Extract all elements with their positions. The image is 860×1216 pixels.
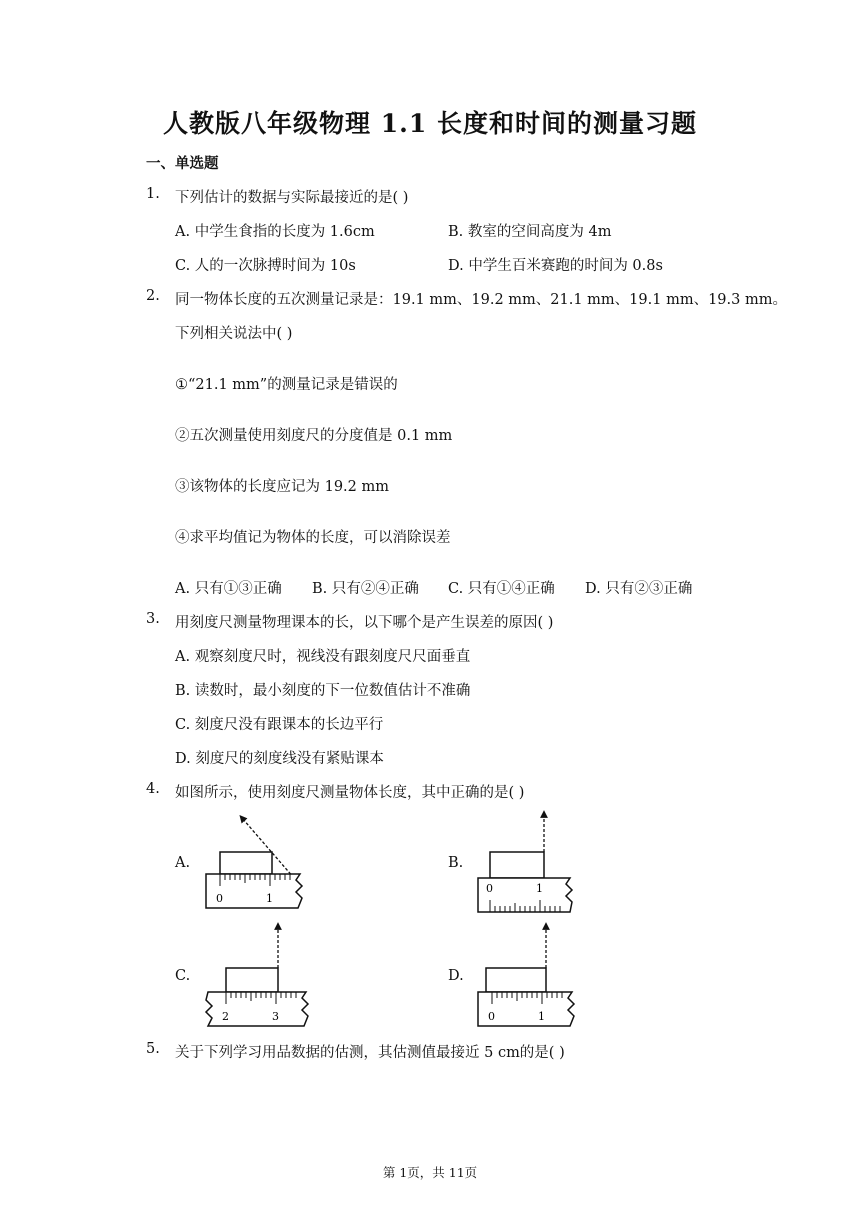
option-label: D. [585, 581, 601, 597]
question-4-number: 4. [146, 781, 160, 797]
option-text: 只有②④正确 [331, 581, 419, 597]
option-label: C. [448, 581, 464, 597]
tick-label: 0 [486, 882, 493, 895]
question-2-stem-continued: 下列相关说法中( ) [175, 326, 293, 342]
question-3-stem: 用刻度尺测量物理课本的长，以下哪个是产生误差的原因( ) [175, 615, 554, 631]
page-footer: 第 1页，共 11页 [382, 1165, 478, 1180]
q1-option-d [448, 254, 663, 275]
tick-label: 2 [222, 1010, 229, 1023]
section-heading: 一、单选题 [146, 155, 219, 172]
q2-option-d [585, 577, 692, 598]
option-label: A. [175, 649, 191, 665]
option-text: 人的一次脉搏时间为 10s [194, 258, 356, 274]
question-1-stem: 下列估计的数据与实际最接近的是( ) [175, 190, 409, 206]
option-label: A. [175, 581, 191, 597]
tick-label: 0 [488, 1010, 495, 1023]
tick-label: 1 [538, 1010, 545, 1023]
question-1-number: 1. [146, 186, 160, 202]
option-text: 教室的空间高度为 4m [467, 224, 612, 240]
option-label: B. [448, 224, 464, 240]
measured-object [486, 968, 546, 992]
option-text: 中学生百米赛跑的时间为 0.8s [468, 258, 663, 274]
tick-label: 1 [266, 892, 273, 905]
option-label: C. [175, 717, 191, 733]
q3-option-c [175, 713, 383, 734]
figure-d-ruler [470, 920, 590, 1028]
q2-statement-2: ②五次测量使用刻度尺的分度值是 0.1 mm [175, 428, 453, 444]
question-5-stem: 关于下列学习用品数据的估测，其估测值最接近 5 cm的是( ) [175, 1045, 565, 1061]
option-text: 刻度尺没有跟课本的长边平行 [194, 717, 384, 733]
page-title: 人教版八年级物理 1.1 长度和时间的测量习题 [163, 109, 697, 138]
figure-d-label: D. [448, 968, 464, 984]
q3-option-b [175, 679, 470, 700]
option-text: 读数时，最小刻度的下一位数值估计不准确 [194, 683, 471, 699]
q2-option-b [312, 577, 419, 598]
option-label: A. [175, 224, 191, 240]
option-text: 刻度尺的刻度线没有紧贴课本 [195, 751, 384, 767]
q3-option-d [175, 747, 384, 768]
question-2-number: 2. [146, 288, 160, 304]
figure-a-label: A. [175, 855, 191, 871]
q2-statement-3: ③该物体的长度应记为 19.2 mm [175, 479, 390, 495]
question-3-number: 3. [146, 611, 160, 627]
q2-option-a [175, 577, 282, 598]
option-text: 只有①③正确 [194, 581, 282, 597]
measured-object [490, 852, 544, 878]
figure-c-ruler [198, 920, 318, 1028]
option-text: 观察刻度尺时，视线没有跟刻度尺尺面垂直 [194, 649, 471, 665]
q2-statement-4: ④求平均值记为物体的长度，可以消除误差 [175, 530, 451, 546]
tick-label: 0 [216, 892, 223, 905]
option-label: D. [175, 751, 191, 767]
tick-label: 3 [272, 1010, 279, 1023]
option-label: D. [448, 258, 464, 274]
q2-option-c [448, 577, 555, 598]
q1-option-b [448, 220, 611, 241]
tick-label: 1 [536, 882, 543, 895]
option-label: B. [175, 683, 191, 699]
q1-option-a [175, 220, 375, 241]
question-5-number: 5. [146, 1041, 160, 1057]
q2-statement-1: ①“21.1 mm”的测量记录是错误的 [175, 377, 398, 393]
option-text: 只有②③正确 [605, 581, 693, 597]
question-4-stem: 如图所示，使用刻度尺测量物体长度，其中正确的是( ) [175, 785, 525, 801]
q1-option-c [175, 254, 356, 275]
option-text: 只有①④正确 [467, 581, 555, 597]
figure-c-label: C. [175, 968, 191, 984]
question-2-stem: 同一物体长度的五次测量记录是：19.1 mm、19.2 mm、21.1 mm、19.1 mm、19.3 mm。 [175, 292, 787, 308]
measured-object [220, 852, 272, 874]
figure-b-label: B. [448, 855, 464, 871]
measured-object [226, 968, 278, 992]
figure-a-ruler [198, 808, 318, 916]
figure-b-ruler [470, 808, 590, 916]
option-label: C. [175, 258, 191, 274]
option-label: B. [312, 581, 328, 597]
q3-option-a [175, 645, 470, 666]
option-text: 中学生食指的长度为 1.6cm [194, 224, 375, 240]
